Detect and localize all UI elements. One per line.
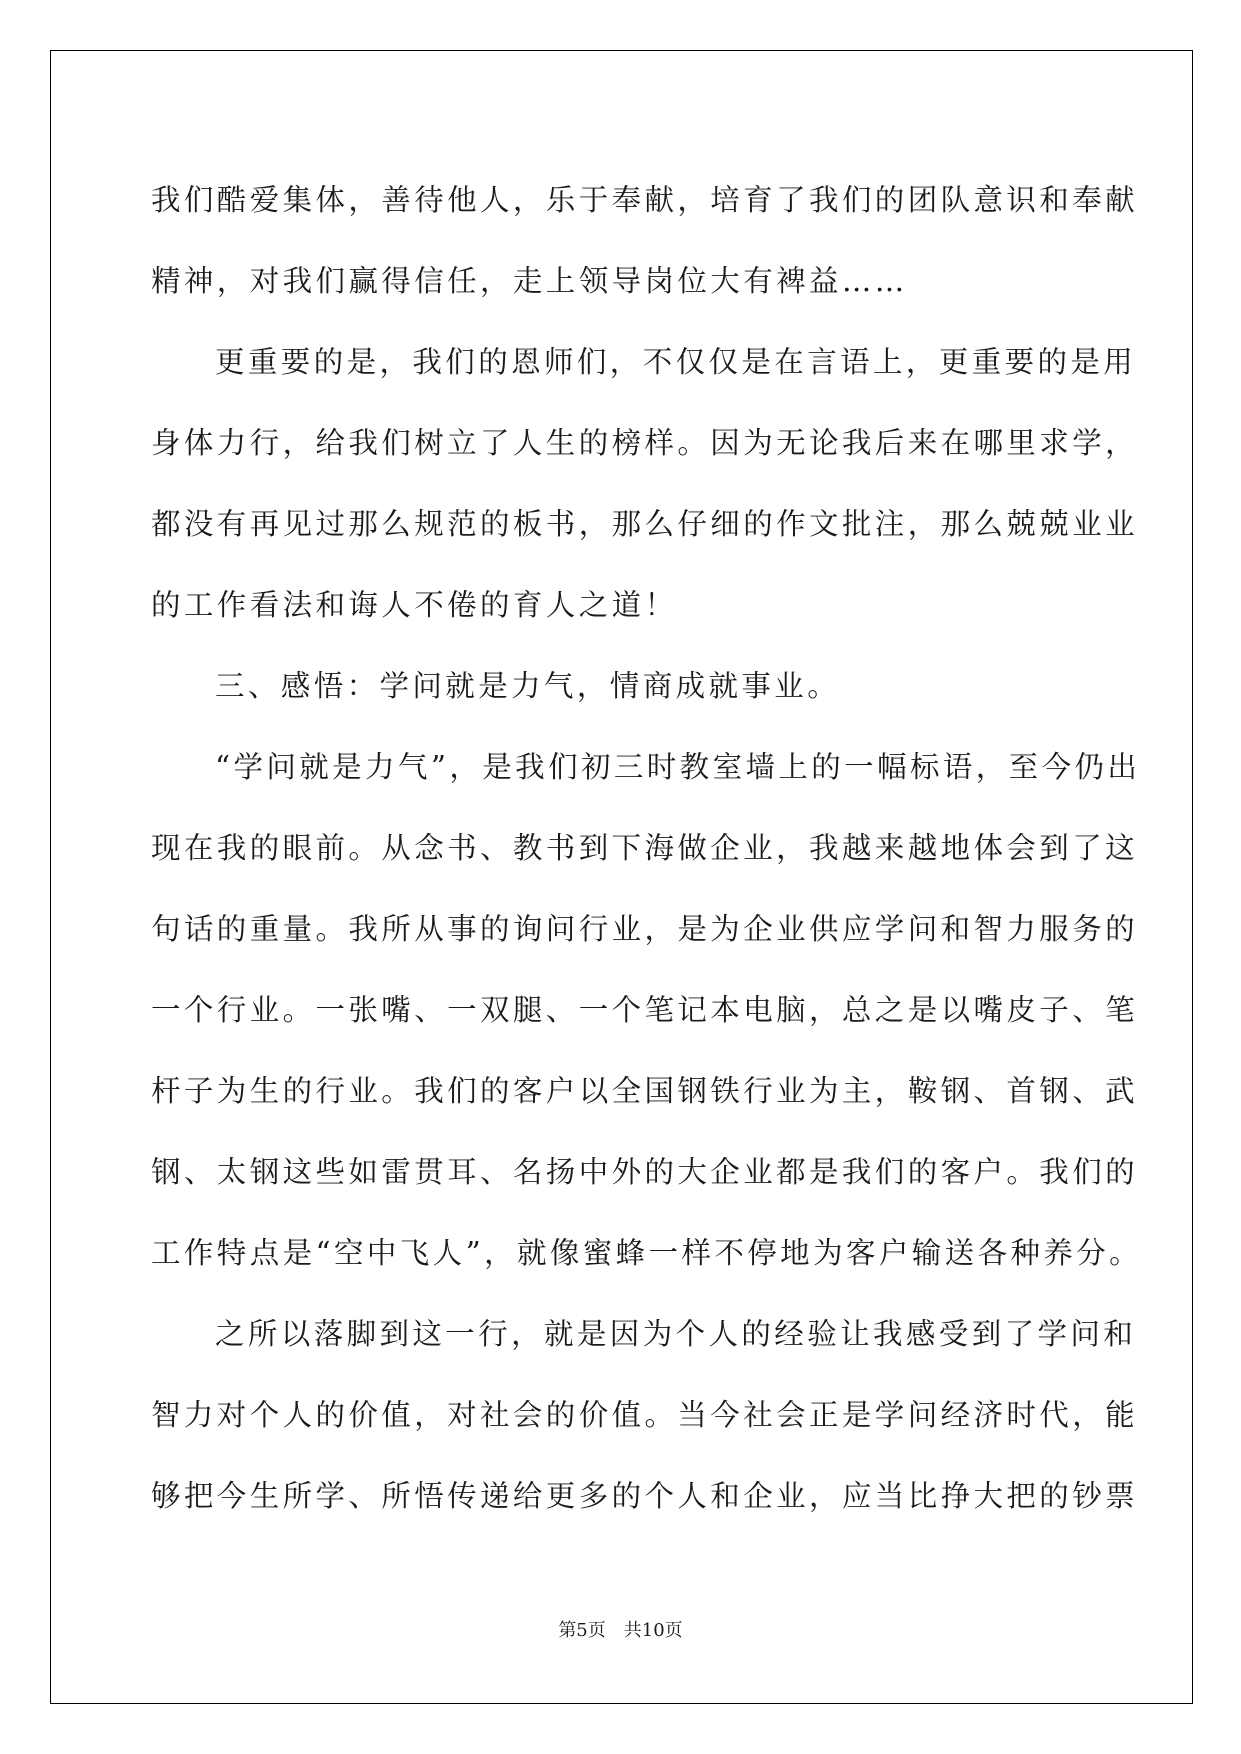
page-footer — [0, 1616, 1241, 1642]
text-line: 都没有再见过那么规范的板书，那么仔细的作文批注，那么兢兢业业 — [151, 507, 1139, 541]
text-line: 现在我的眼前。从念书、教书到下海做企业，我越来越地体会到了这 — [151, 831, 1139, 865]
text-line: 一个行业。一张嘴、一双腿、一个笔记本电脑，总之是以嘴皮子、笔 — [151, 993, 1139, 1027]
page-total: 共10页 — [623, 1620, 683, 1641]
text-line: “学问就是力气”，是我们初三时教室墙上的一幅标语，至今仍出 — [215, 750, 1141, 784]
text-line: 更重要的是，我们的恩师们，不仅仅是在言语上，更重要的是用 — [215, 345, 1137, 379]
text-line: 精神，对我们赢得信任，走上领导岗位大有裨益…… — [151, 264, 908, 298]
text-line: 身体力行，给我们树立了人生的榜样。因为无论我后来在哪里求学， — [151, 426, 1139, 460]
text-line: 钢、太钢这些如雷贯耳、名扬中外的大企业都是我们的客户。我们的 — [151, 1155, 1139, 1189]
text-line: 够把今生所学、所悟传递给更多的个人和企业，应当比挣大把的钞票 — [151, 1479, 1139, 1513]
text-line: 的工作看法和诲人不倦的育人之道！ — [151, 588, 678, 622]
text-line: 句话的重量。我所从事的询问行业，是为企业供应学问和智力服务的 — [151, 912, 1139, 946]
text-line: 我们酷爱集体，善待他人，乐于奉献，培育了我们的团队意识和奉献 — [151, 183, 1139, 217]
section-heading: 三、感悟：学问就是力气，情商成就事业。 — [215, 669, 841, 703]
text-line: 工作特点是“空中飞人”，就像蜜蜂一样不停地为客户输送各种养分。 — [151, 1236, 1143, 1270]
text-line: 杆子为生的行业。我们的客户以全国钢铁行业为主，鞍钢、首钢、武 — [151, 1074, 1139, 1108]
document-body — [151, 160, 1143, 1537]
text-line: 之所以落脚到这一行，就是因为个人的经验让我感受到了学问和 — [215, 1317, 1137, 1351]
text-line: 智力对个人的价值，对社会的价值。当今社会正是学问经济时代，能 — [151, 1398, 1139, 1432]
page-number: 第5页 — [558, 1620, 606, 1641]
